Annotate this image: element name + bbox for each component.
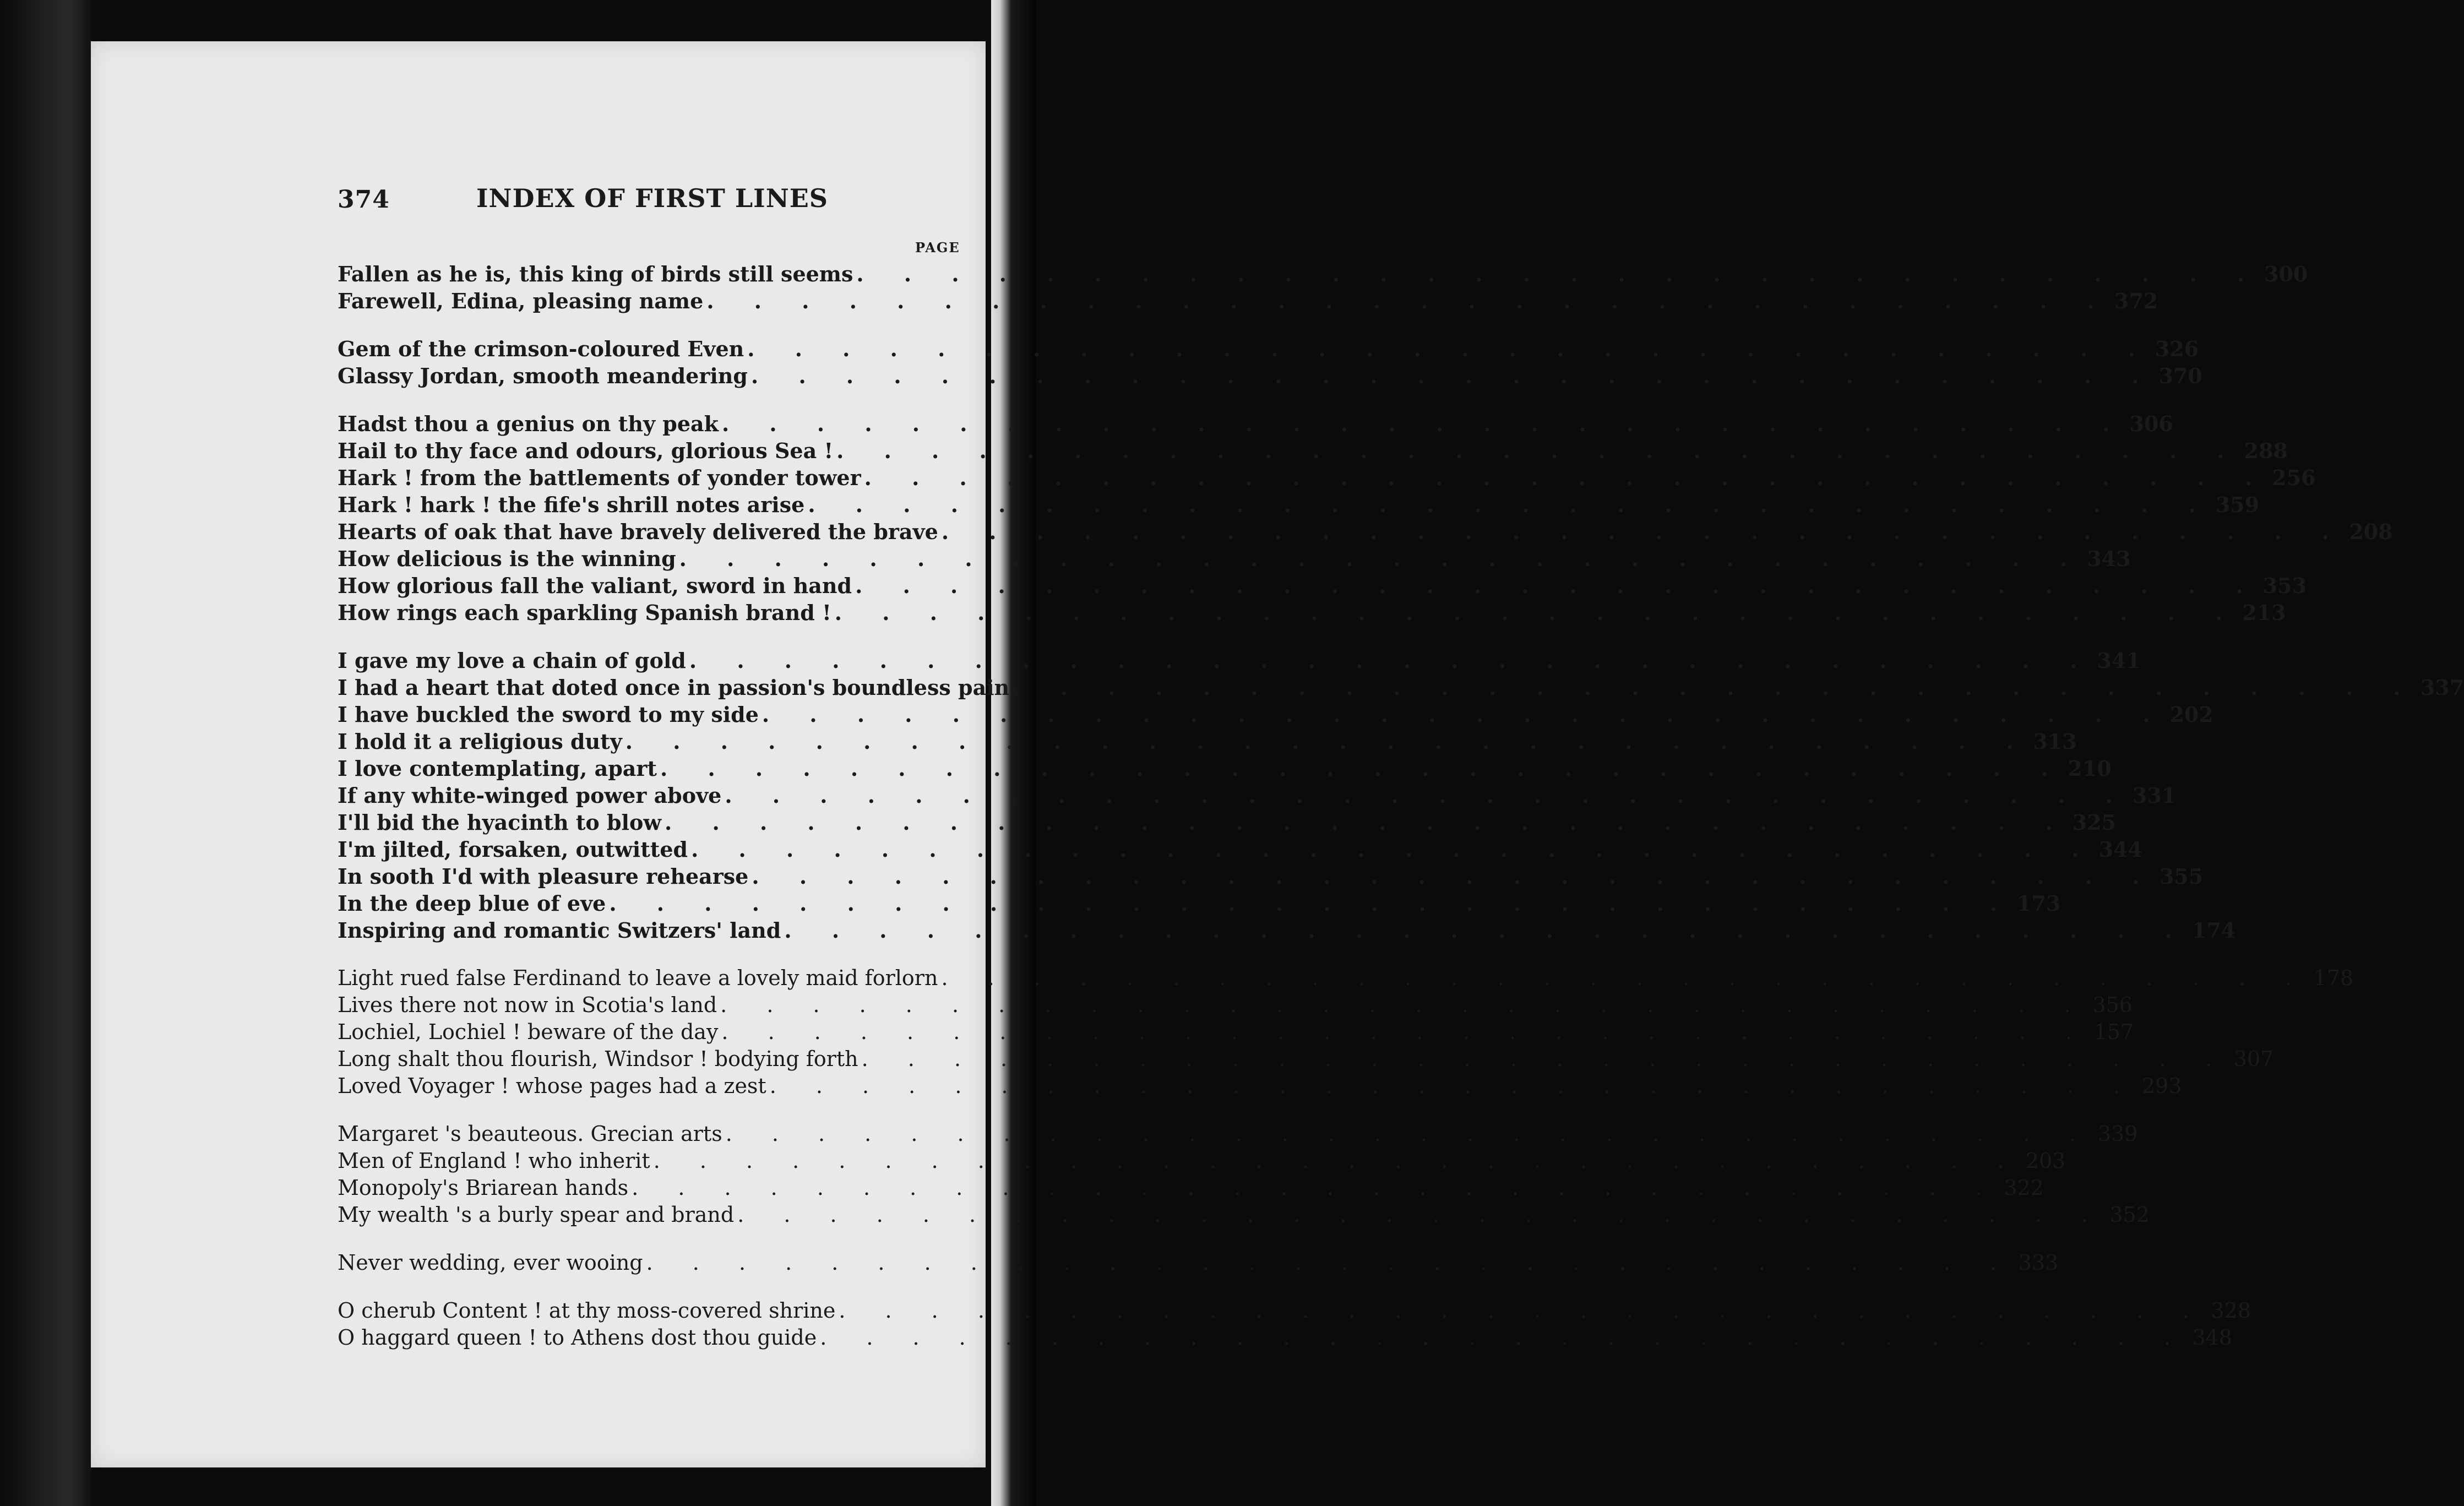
dot-leader xyxy=(861,464,2272,491)
entry-page-number: 328 xyxy=(2211,1298,2251,1323)
first-line-text: O haggard queen ! to Athens dost thou guide xyxy=(338,1325,817,1350)
first-line-text: I love contemplating, apart xyxy=(338,756,657,781)
index-entry xyxy=(338,890,2061,917)
index-entry xyxy=(338,572,2307,599)
entry-page-number: 174 xyxy=(2191,918,2236,943)
first-line-text: Hail to thy face and odours, glorious Sea ! xyxy=(338,438,834,463)
first-line-text: Glassy Jordan, smooth meandering xyxy=(338,363,748,388)
dot-leader xyxy=(853,260,2264,287)
entry-page-number: 356 xyxy=(2092,993,2133,1017)
dot-leader xyxy=(748,362,2159,389)
entry-page-number: 313 xyxy=(2033,729,2077,754)
index-entry xyxy=(338,599,2286,626)
dot-leader xyxy=(781,917,2192,944)
entry-page-number: 256 xyxy=(2272,465,2316,490)
index-entry xyxy=(338,1046,2274,1073)
entry-page-number: 293 xyxy=(2141,1074,2182,1098)
entry-page-number: 300 xyxy=(2264,262,2308,286)
dot-leader xyxy=(938,518,2349,545)
entry-page-number: 333 xyxy=(2018,1251,2059,1275)
first-line-text: Men of England ! who inherit xyxy=(338,1149,650,1173)
entry-page-number: 173 xyxy=(2016,891,2061,916)
entry-page-number: 331 xyxy=(2132,783,2177,808)
first-line-text: In sooth I'd with pleasure rehearse xyxy=(338,864,749,889)
first-lines-index xyxy=(338,260,2464,1372)
dot-leader xyxy=(734,1201,2108,1228)
index-entry xyxy=(338,1175,2044,1201)
entry-page-number: 352 xyxy=(2109,1203,2150,1227)
index-entry xyxy=(338,518,2393,545)
entry-page-number: 322 xyxy=(2004,1176,2044,1200)
first-line-text: In the deep blue of eve xyxy=(338,891,606,916)
index-entry xyxy=(338,1324,2232,1351)
dot-leader xyxy=(804,491,2216,518)
dot-leader xyxy=(688,836,2099,863)
dot-leader xyxy=(833,437,2244,464)
first-line-text: Hark ! from the battlements of yonder tower xyxy=(338,465,861,490)
dot-leader xyxy=(676,545,2087,572)
index-group xyxy=(338,965,2354,1100)
dot-leader xyxy=(1009,674,2421,701)
first-line-text: How delicious is the winning xyxy=(338,546,676,571)
entry-page-number: 288 xyxy=(2244,438,2288,463)
first-line-text: Hark ! hark ! the fife's shrill notes arise xyxy=(338,492,805,517)
index-entry xyxy=(338,410,2173,437)
index-group xyxy=(338,1121,2150,1228)
dot-leader xyxy=(748,863,2160,890)
entry-page-number: 208 xyxy=(2349,519,2393,544)
entry-page-number: 157 xyxy=(2093,1020,2134,1044)
dot-leader xyxy=(661,809,2073,836)
first-line-text: How glorious fall the valiant, sword in hand xyxy=(338,573,852,598)
index-entry xyxy=(338,674,2464,701)
entry-page-number: 178 xyxy=(2313,966,2354,990)
entry-page-number: 344 xyxy=(2098,837,2142,862)
first-line-text: My wealth 's a burly spear and brand xyxy=(338,1203,735,1227)
entry-page-number: 372 xyxy=(2114,289,2158,313)
index-entry xyxy=(338,728,2077,755)
index-entry xyxy=(338,1121,2138,1148)
entry-page-number: 210 xyxy=(2068,756,2112,781)
index-entry xyxy=(338,836,2142,863)
first-line-text: I gave my love a chain of gold xyxy=(338,648,686,673)
entry-page-number: 355 xyxy=(2159,864,2204,889)
dot-leader xyxy=(721,782,2133,809)
dot-leader xyxy=(719,410,2130,437)
first-line-text: Gem of the crimson-coloured Even xyxy=(338,336,744,361)
dot-leader xyxy=(628,1175,2002,1201)
index-entry xyxy=(338,1073,2182,1100)
first-line-text: Farewell, Edina, pleasing name xyxy=(338,289,704,313)
index-entry xyxy=(338,782,2177,809)
index-entry xyxy=(338,437,2288,464)
entry-page-number: 213 xyxy=(2242,600,2286,625)
running-head: INDEX OF FIRST LINES xyxy=(476,183,829,213)
dot-leader xyxy=(722,1121,2096,1148)
index-entry xyxy=(338,335,2199,362)
page-number: 374 xyxy=(338,186,390,214)
index-entry xyxy=(338,1249,2059,1276)
page-column-label: PAGE xyxy=(915,240,960,255)
entry-page-number: 353 xyxy=(2262,573,2307,598)
entry-page-number: 307 xyxy=(2233,1047,2274,1071)
first-line-text: Margaret 's beauteous. Grecian arts xyxy=(338,1122,722,1146)
entry-page-number: 326 xyxy=(2155,336,2199,361)
scan-border-left xyxy=(0,0,91,1506)
dot-leader xyxy=(759,701,2170,728)
first-line-text: Hadst thou a genius on thy peak xyxy=(338,411,719,436)
first-line-text: I'm jilted, forsaken, outwitted xyxy=(338,837,688,862)
index-entry xyxy=(338,863,2204,890)
dot-leader xyxy=(718,1019,2092,1046)
index-group xyxy=(338,647,2464,944)
dot-leader xyxy=(650,1148,2024,1175)
first-line-text: Hearts of oak that have bravely delivered the brave xyxy=(338,519,938,544)
dot-leader xyxy=(831,599,2243,626)
dot-leader xyxy=(766,1073,2140,1100)
index-entry xyxy=(338,464,2316,491)
entry-page-number: 343 xyxy=(2087,546,2131,571)
index-entry xyxy=(338,491,2260,518)
index-entry xyxy=(338,1297,2251,1324)
first-line-text: O cherub Content ! at thy moss-covered shrine xyxy=(338,1298,836,1323)
first-line-text: Long shalt thou flourish, Windsor ! bodying forth xyxy=(338,1047,858,1071)
dot-leader xyxy=(858,1046,2232,1073)
first-line-text: I have buckled the sword to my side xyxy=(338,702,759,727)
first-line-text: Lives there not now in Scotia's land xyxy=(338,993,717,1017)
entry-page-number: 339 xyxy=(2097,1122,2138,1146)
index-entry xyxy=(338,545,2131,572)
entry-page-number: 337 xyxy=(2420,675,2464,700)
index-entry xyxy=(338,701,2213,728)
first-line-text: How rings each sparkling Spanish brand ! xyxy=(338,600,831,625)
first-line-text: Inspiring and romantic Switzers' land xyxy=(338,918,781,943)
first-line-text: Lochiel, Lochiel ! beware of the day xyxy=(338,1020,719,1044)
first-line-text: If any white-winged power above xyxy=(338,783,722,808)
index-entry xyxy=(338,1201,2150,1228)
dot-leader xyxy=(835,1297,2209,1324)
index-group xyxy=(338,260,2308,314)
book-page xyxy=(91,41,2464,1467)
entry-page-number: 370 xyxy=(2158,363,2202,388)
entry-page-number: 341 xyxy=(2097,648,2141,673)
entry-page-number: 348 xyxy=(2192,1325,2232,1350)
dot-leader xyxy=(643,1249,2017,1276)
first-line-text: Fallen as he is, this king of birds still seems xyxy=(338,262,853,286)
first-line-text: Monopoly's Briarean hands xyxy=(338,1176,629,1200)
dot-leader xyxy=(938,965,2311,992)
index-entry xyxy=(338,647,2141,674)
dot-leader xyxy=(852,572,2263,599)
entry-page-number: 359 xyxy=(2215,492,2260,517)
first-line-text: I hold it a religious duty xyxy=(338,729,622,754)
index-entry xyxy=(338,1019,2134,1046)
entry-page-number: 325 xyxy=(2072,810,2116,835)
entry-page-number: 202 xyxy=(2169,702,2213,727)
dot-leader xyxy=(817,1324,2190,1351)
index-entry xyxy=(338,362,2202,389)
index-entry xyxy=(338,917,2236,944)
index-entry xyxy=(338,992,2133,1019)
index-group xyxy=(338,335,2202,389)
dot-leader xyxy=(717,992,2091,1019)
index-entry xyxy=(338,755,2112,782)
entry-page-number: 306 xyxy=(2129,411,2173,436)
dot-leader xyxy=(657,755,2068,782)
first-line-text: Never wedding, ever wooing xyxy=(338,1251,643,1275)
dot-leader xyxy=(686,647,2097,674)
index-entry xyxy=(338,287,2158,314)
first-line-text: Light rued false Ferdinand to leave a lovely maid forlorn xyxy=(338,966,938,990)
first-line-text: I'll bid the hyacinth to blow xyxy=(338,810,662,835)
first-line-text: Loved Voyager ! whose pages had a zest xyxy=(338,1074,766,1098)
index-entry xyxy=(338,809,2116,836)
index-group xyxy=(338,1249,2059,1276)
index-entry xyxy=(338,1148,2066,1175)
entry-page-number: 203 xyxy=(2025,1149,2066,1173)
dot-leader xyxy=(622,728,2033,755)
index-group xyxy=(338,1297,2251,1351)
dot-leader xyxy=(606,890,2017,917)
dot-leader xyxy=(703,287,2114,314)
first-line-text: I had a heart that doted once in passion's boundless pain xyxy=(338,675,1010,700)
dot-leader xyxy=(744,335,2155,362)
index-entry xyxy=(338,260,2308,287)
index-group xyxy=(338,410,2393,626)
index-entry xyxy=(338,965,2354,992)
